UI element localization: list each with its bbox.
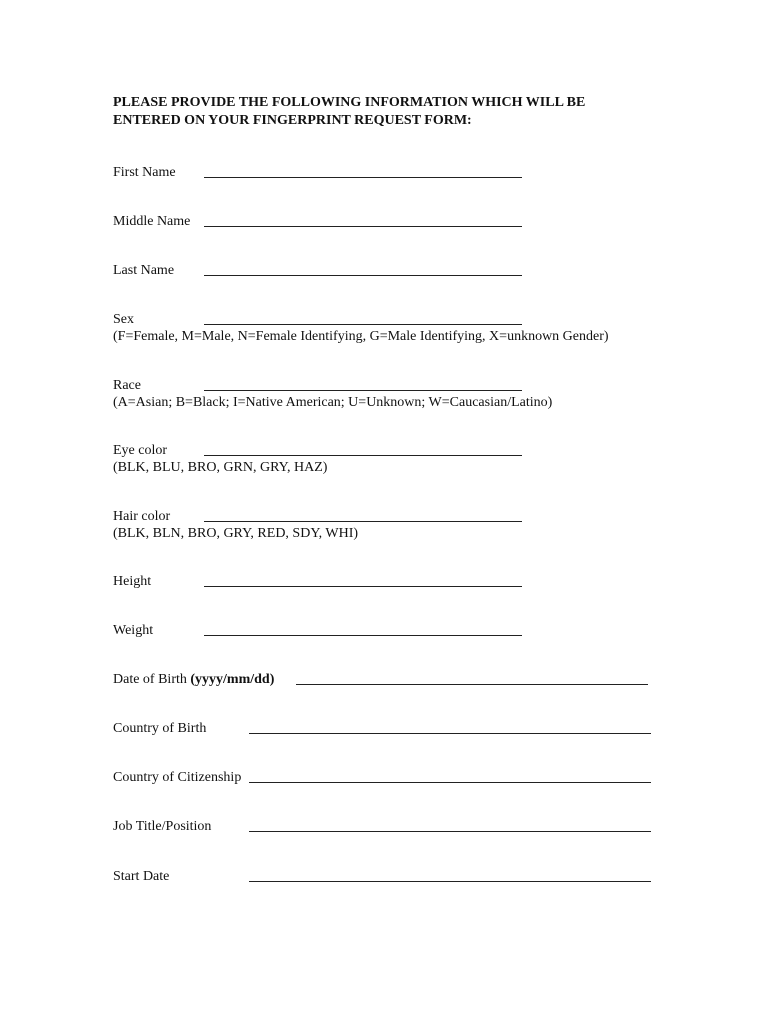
height-blank[interactable] — [204, 586, 522, 587]
form-heading-line-2: ENTERED ON YOUR FINGERPRINT REQUEST FORM: — [113, 113, 472, 128]
race-label: Race — [113, 378, 141, 393]
race-field — [113, 377, 552, 411]
eye-color-blank[interactable] — [204, 455, 522, 456]
country-of-citizenship-blank[interactable] — [249, 782, 651, 783]
job-title-blank[interactable] — [249, 831, 651, 832]
race-blank[interactable] — [204, 390, 522, 391]
date-of-birth-blank[interactable] — [296, 684, 648, 685]
hair-color-hint: (BLK, BLN, BRO, GRY, RED, SDY, WHI) — [113, 526, 359, 541]
eye-color-label: Eye color — [113, 443, 168, 458]
sex-hint: (F=Female, M=Male, N=Female Identifying, G=Male Identifying, X=unknown Gender) — [113, 329, 609, 344]
country-of-birth-blank[interactable] — [249, 733, 651, 734]
eye-color-hint: (BLK, BLU, BRO, GRN, GRY, HAZ) — [113, 460, 328, 475]
country-of-birth-label: Country of Birth — [113, 721, 207, 736]
job-title-label: Job Title/Position — [113, 819, 212, 834]
hair-color-label: Hair color — [113, 509, 171, 524]
hair-color-blank[interactable] — [204, 521, 522, 522]
middle-name-label: Middle Name — [113, 214, 191, 229]
first-name-label: First Name — [113, 165, 176, 180]
weight-blank[interactable] — [204, 635, 522, 636]
sex-field — [113, 311, 609, 345]
start-date-blank[interactable] — [249, 881, 651, 882]
date-of-birth-label-text: Date of Birth — [113, 672, 187, 687]
middle-name-blank[interactable] — [204, 226, 522, 227]
date-of-birth-format: (yyyy/mm/dd) — [190, 672, 275, 687]
start-date-label: Start Date — [113, 869, 170, 884]
country-of-citizenship-label: Country of Citizenship — [113, 770, 242, 785]
height-label: Height — [113, 574, 152, 589]
race-hint: (A=Asian; B=Black; I=Native American; U=Unknown; W=Caucasian/Latino) — [113, 395, 553, 410]
form-heading — [113, 94, 673, 130]
sex-blank[interactable] — [204, 324, 522, 325]
hair-color-field — [113, 508, 358, 542]
eye-color-field — [113, 442, 327, 476]
last-name-label: Last Name — [113, 263, 175, 278]
date-of-birth-label — [113, 671, 274, 688]
last-name-blank[interactable] — [204, 275, 522, 276]
form-heading-line-1: PLEASE PROVIDE THE FOLLOWING INFORMATION WHICH WILL BE — [113, 95, 586, 110]
sex-label: Sex — [113, 312, 134, 327]
first-name-blank[interactable] — [204, 177, 522, 178]
weight-label: Weight — [113, 623, 154, 638]
